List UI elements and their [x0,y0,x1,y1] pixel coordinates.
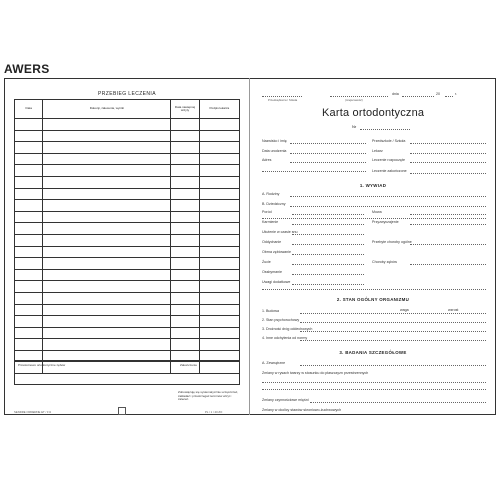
family-history-line[interactable] [290,206,486,207]
row-signature-cell[interactable] [199,200,239,212]
row-next-visit-cell[interactable] [171,234,200,246]
page-heading: AWERS [4,62,50,76]
history-field-line[interactable] [292,274,364,275]
row-signature-cell[interactable] [199,223,239,235]
table-row [15,234,240,246]
year-label: 20 [436,92,440,96]
history-extra-line[interactable] [262,218,486,219]
row-date-cell[interactable] [15,281,43,293]
col-doctor-signature: Podpis lekarza [199,100,239,119]
row-next-visit-cell[interactable] [171,130,200,142]
general-field-label: 4. Inne odchylenia od normy [262,336,308,340]
weight-label: waga [400,308,409,312]
form-code-left: SENDRE ORDERNE ET / 1% [14,410,52,414]
row-next-visit-cell[interactable] [171,165,200,177]
general-field-label: 1. Budowa [262,309,279,313]
table-row [15,153,240,165]
footer-right-label: Zakończenie [180,363,198,367]
date-label: dnia [392,92,399,96]
section-exams-title: 3. BADANIA SZCZEGÓŁOWE [339,350,407,355]
row-signature-cell[interactable] [199,153,239,165]
clinic-field-line[interactable] [410,173,486,174]
table-row [15,339,240,351]
row-signature-cell[interactable] [199,327,239,339]
history-field-line[interactable] [410,224,486,225]
publisher-logo [118,407,126,415]
history-field-line[interactable] [292,214,364,215]
year-line [445,96,453,97]
section-general-title: 2. STAN OGÓLNY ORGANIZMU [336,297,410,302]
table-row [15,188,240,200]
row-date-cell[interactable] [15,258,43,270]
page-fold-line [249,78,250,415]
row-procedures-cell[interactable] [43,316,171,328]
table-row [15,269,240,281]
row-procedures-cell[interactable] [43,153,171,165]
col-date: Data [15,100,43,119]
row-signature-cell[interactable] [199,119,239,131]
exam-field-line[interactable] [300,365,486,366]
history-field-line[interactable] [292,234,364,235]
general-field-line[interactable] [300,331,486,332]
row-procedures-cell[interactable] [43,339,171,351]
clinic-field-label: Leczenie rozpoczęte [372,158,405,162]
exam-field-line[interactable] [262,382,486,383]
row-next-visit-cell[interactable] [171,119,200,131]
row-next-visit-cell[interactable] [171,281,200,293]
treatment-log-table [14,99,240,374]
stamp-line [262,96,302,97]
row-signature-cell[interactable] [199,258,239,270]
row-signature-cell[interactable] [199,211,239,223]
patient-field-line[interactable] [290,143,366,144]
row-date-cell[interactable] [15,234,43,246]
year-suffix: r. [455,92,457,96]
table-row [15,304,240,316]
exam-field-label: Zmiany czynnościowe mięśni [262,398,309,402]
row-procedures-cell[interactable] [43,281,171,293]
patient-field-label: Adres [262,158,272,162]
table-row [15,327,240,339]
exam-field-label: Zmiany w okolicy stawów skroniowo-żuchwowych [262,408,342,412]
clinic-field-label: Przedszkole / Szkoła [372,139,406,143]
row-next-visit-cell[interactable] [171,176,200,188]
family-history-label: A. Rodziny [262,192,280,196]
commitment-note: Zobowiązuję się systematycznie uczęszczać, zakładać i przestrzegać terminów wizyt i zaleceń [178,390,239,402]
row-procedures-cell[interactable] [43,327,171,339]
row-next-visit-cell[interactable] [171,292,200,304]
history-field-label: Uwagi dodatkowe [262,280,291,284]
general-field-line[interactable] [300,322,486,323]
table-row [15,281,240,293]
row-next-visit-cell[interactable] [171,258,200,270]
table-row [15,176,240,188]
row-next-visit-cell[interactable] [171,327,200,339]
row-date-cell[interactable] [15,223,43,235]
exam-field-label: Zmiany w rysach twarzy w stosunku do płaszczyzn przestrzennych [262,371,369,375]
history-field-label: Przyzwyczajenie [372,220,399,224]
row-signature-cell[interactable] [199,269,239,281]
row-procedures-cell[interactable] [43,188,171,200]
place-caption: (miejscowość) [345,98,363,102]
history-field-label: Mowa [372,210,382,214]
table-row [15,258,240,270]
row-date-cell[interactable] [15,339,43,351]
table-row [15,211,240,223]
row-date-cell[interactable] [15,200,43,212]
patient-field-line[interactable] [290,162,366,163]
history-field-label: Obrna zębiowanie [262,250,291,254]
notes-line[interactable] [262,289,486,290]
clinic-field-line[interactable] [410,153,486,154]
row-next-visit-cell[interactable] [171,339,200,351]
row-next-visit-cell[interactable] [171,153,200,165]
history-field-label: Przebyte choroby ogólne [372,240,412,244]
row-next-visit-cell[interactable] [171,188,200,200]
row-next-visit-cell[interactable] [171,246,200,258]
row-date-cell[interactable] [15,119,43,131]
row-date-cell[interactable] [15,165,43,177]
form-title: Karta ortodontyczna [322,107,425,119]
table-row [15,316,240,328]
exam-field-label: A. Zewnątrzne [262,361,286,365]
history-field-label: Poród [262,210,272,214]
history-field-line[interactable] [410,214,486,215]
form-code-right: PL / 1 / 40 ZO [205,410,223,414]
row-date-cell[interactable] [15,176,43,188]
patient-field-label: Data urodzenia [262,149,287,153]
general-field-line[interactable] [300,340,486,341]
row-signature-cell[interactable] [199,142,239,154]
table-row [15,292,240,304]
history-field-line[interactable] [410,244,486,245]
row-procedures-cell[interactable] [43,119,171,131]
family-history-label: B. Dziedziczny [262,202,286,206]
height-label: wzrost [448,308,459,312]
row-date-cell[interactable] [15,327,43,339]
address-continuation-line[interactable] [262,171,366,172]
row-date-cell[interactable] [15,153,43,165]
row-signature-cell[interactable] [199,246,239,258]
row-procedures-cell[interactable] [43,200,171,212]
row-next-visit-cell[interactable] [171,316,200,328]
row-next-visit-cell[interactable] [171,142,200,154]
general-field-label: 2. Stan psychoruchowy [262,318,300,322]
row-procedures-cell[interactable] [43,176,171,188]
row-signature-cell[interactable] [199,292,239,304]
history-field-line[interactable] [292,244,364,245]
row-procedures-cell[interactable] [43,223,171,235]
footer-left-label: Przeslotnowo ortodontyczne zębów [18,363,66,367]
history-field-label: Karmienie [262,220,279,224]
exam-field-line[interactable] [310,402,486,403]
history-field-line[interactable] [292,224,364,225]
section-wywiad-title: 1. WYWIAD [359,183,387,188]
row-signature-cell[interactable] [199,339,239,351]
general-field-line[interactable] [300,313,486,314]
row-date-cell[interactable] [15,211,43,223]
exam-field-line[interactable] [262,389,486,390]
row-signature-cell[interactable] [199,304,239,316]
clinic-field-label: Leczenie zakończone [372,169,407,173]
history-field-label: Ossbymanie [262,270,282,274]
row-signature-cell[interactable] [199,176,239,188]
table-row [15,246,240,258]
history-field-line[interactable] [292,254,364,255]
row-procedures-cell[interactable] [43,246,171,258]
row-procedures-cell[interactable] [43,258,171,270]
table-row [15,200,240,212]
patient-field-label: Nazwisko i imię [262,139,287,143]
row-procedures-cell[interactable] [43,211,171,223]
row-next-visit-cell[interactable] [171,269,200,281]
number-label: Nr [352,124,357,129]
treatment-log-title: PRZEBIEG LECZENIA [98,91,156,97]
table-header-row [15,100,240,119]
date-line [402,96,434,97]
table-row [15,130,240,142]
place-line [330,96,388,97]
row-procedures-cell[interactable] [43,292,171,304]
row-procedures-cell[interactable] [43,304,171,316]
history-field-line[interactable] [410,264,486,265]
row-signature-cell[interactable] [199,316,239,328]
history-field-label: Ułożenie w czasie snu [262,230,298,234]
row-date-cell[interactable] [15,246,43,258]
row-procedures-cell[interactable] [43,234,171,246]
row-signature-cell[interactable] [199,130,239,142]
row-signature-cell[interactable] [199,165,239,177]
row-date-cell[interactable] [15,130,43,142]
table-row [15,119,240,131]
row-procedures-cell[interactable] [43,142,171,154]
row-procedures-cell[interactable] [43,130,171,142]
row-next-visit-cell[interactable] [171,304,200,316]
history-field-line[interactable] [292,284,364,285]
row-signature-cell[interactable] [199,281,239,293]
row-next-visit-cell[interactable] [171,200,200,212]
table-row [15,142,240,154]
row-procedures-cell[interactable] [43,269,171,281]
number-line [360,129,410,130]
col-procedures: Dokonji, zalecenia, wyniki [43,100,171,119]
row-signature-cell[interactable] [199,188,239,200]
row-date-cell[interactable] [15,316,43,328]
row-date-cell[interactable] [15,188,43,200]
family-history-line[interactable] [290,196,486,197]
row-date-cell[interactable] [15,292,43,304]
row-date-cell[interactable] [15,304,43,316]
row-date-cell[interactable] [15,142,43,154]
table-row [15,165,240,177]
clinic-field-line[interactable] [410,162,486,163]
stamp-caption: Przedsiębiorca / Szkoła [268,98,298,102]
clinic-field-line[interactable] [410,143,486,144]
col-next-visit: Data nastepnej wizyty [171,100,200,119]
history-field-label: Oddychanie [262,240,282,244]
history-field-label: Choroby zębów [372,260,397,264]
general-field-label: 3. Drożność dróg oddechowych [262,327,313,331]
row-next-visit-cell[interactable] [171,211,200,223]
row-date-cell[interactable] [15,269,43,281]
row-next-visit-cell[interactable] [171,223,200,235]
patient-field-line[interactable] [290,153,366,154]
row-signature-cell[interactable] [199,234,239,246]
row-procedures-cell[interactable] [43,165,171,177]
history-field-label: Żucie [262,260,271,264]
clinic-field-label: Lekarz [372,149,383,153]
history-field-line[interactable] [292,264,364,265]
table-row [15,223,240,235]
